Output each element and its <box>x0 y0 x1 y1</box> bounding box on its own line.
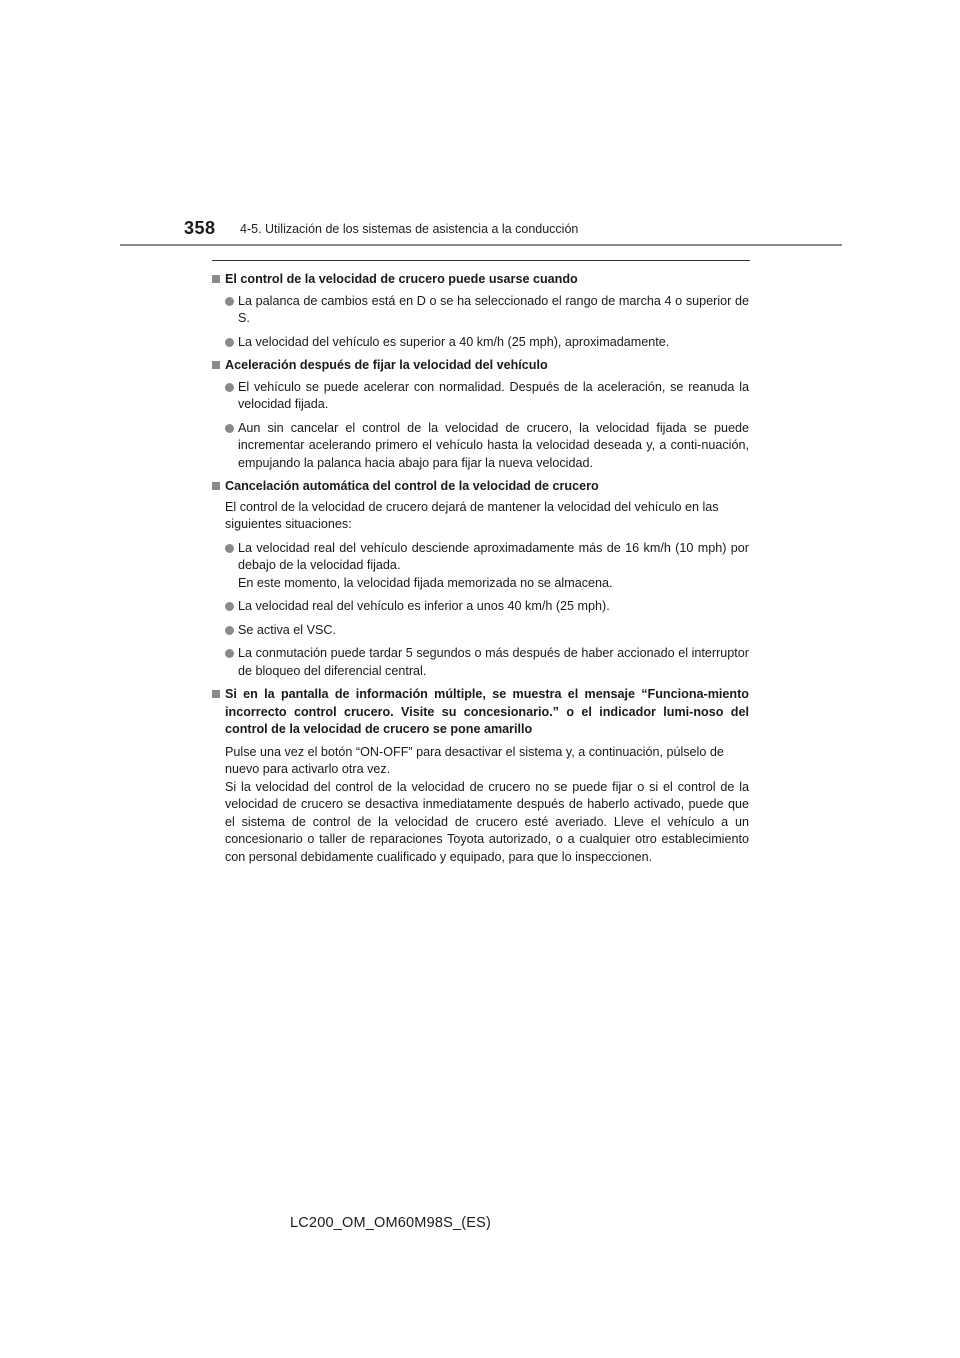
footer-code: LC200_OM_OM60M98S_(ES) <box>290 1215 492 1231</box>
list-item-text: La velocidad real del vehículo es inferior a unos 40 km/h (25 mph). <box>238 599 610 613</box>
header-title: 4-5. Utilización de los sistemas de asistencia a la conducción <box>240 222 579 236</box>
section-intro: El control de la velocidad de crucero dejará de mantener la velocidad del vehículo en las siguientes situaciones: <box>225 499 719 531</box>
paragraph: Si la velocidad del control de la velocidad de crucero no se puede fijar o si el control de la velocidad de crucero se desactiva inmediatamente después de haberlo activado, puede que el sistema de control de la velocidad de crucero esté averiado. Lleve el vehículo a un concesionario o taller de reparaciones Toyota autorizado, o a cualquier otro establecimiento con personal debidamente cualificado y equipado, para que lo inspeccionen. <box>225 779 749 864</box>
section-heading <box>211 478 749 496</box>
section-heading <box>211 686 749 739</box>
circle-bullet-icon <box>225 544 234 553</box>
section-heading-text: Si en la pantalla de información múltiple, se muestra el mensaje “Funciona-miento incorrecto control crucero. Visite su concesionario.” o el indicador lumi-noso del control de la velocidad de crucero se pone amarillo <box>225 687 749 736</box>
list-item-text: La velocidad real del vehículo desciende aproximadamente más de 16 km/h (10 mph) por debajo de la velocidad fijada. <box>238 540 749 572</box>
list-item-text: Se activa el VSC. <box>238 622 336 637</box>
list-item-text: La velocidad del vehículo es superior a 40 km/h (25 mph), aproximadamente. <box>238 334 670 349</box>
section-heading-text: Aceleración después de fijar la velocidad del vehículo <box>225 358 548 372</box>
list-item <box>211 622 749 640</box>
square-bullet-icon <box>212 361 220 369</box>
circle-bullet-icon <box>225 602 234 611</box>
circle-bullet-icon <box>225 338 234 347</box>
page-number: 358 <box>184 218 216 238</box>
list-item <box>211 420 749 473</box>
circle-bullet-icon <box>225 626 234 635</box>
list-item <box>211 598 749 616</box>
circle-bullet-icon <box>225 383 234 392</box>
square-bullet-icon <box>212 482 220 490</box>
list-item <box>211 540 749 593</box>
circle-bullet-icon <box>225 297 234 306</box>
content-rule <box>212 260 750 261</box>
list-item <box>211 334 749 352</box>
content-body <box>211 266 749 866</box>
square-bullet-icon <box>212 275 220 283</box>
list-item-text: La conmutación puede tardar 5 segundos o más después de haber accionado el interruptor de bloqueo del diferencial central. <box>238 646 749 678</box>
list-item-text: Aun sin cancelar el control de la velocidad de crucero, la velocidad fijada se puede incrementar acelerando primero el vehículo hasta la velocidad deseada y, a conti-nuación, empujando la palanca hacia abajo para fijar la nueva velocidad. <box>238 420 749 470</box>
circle-bullet-icon <box>225 424 234 433</box>
list-item-text: El vehículo se puede acelerar con normalidad. Después de la aceleración, se reanuda la velocidad fijada. <box>238 379 749 411</box>
section-heading-text: El control de la velocidad de crucero puede usarse cuando <box>225 272 578 286</box>
header-rule <box>120 244 842 246</box>
list-item <box>211 645 749 680</box>
section-heading <box>211 357 749 375</box>
list-item <box>211 379 749 414</box>
square-bullet-icon <box>212 690 220 698</box>
circle-bullet-icon <box>225 649 234 658</box>
section-heading <box>211 271 749 289</box>
paragraph: Pulse una vez el botón “ON-OFF” para desactivar el sistema y, a continuación, púlselo de nuevo para activarlo otra vez. <box>225 744 724 776</box>
section-heading-text: Cancelación automática del control de la velocidad de crucero <box>225 479 599 493</box>
list-item-note: En este momento, la velocidad fijada memorizada no se almacena. <box>238 575 613 590</box>
list-item-text: La palanca de cambios está en D o se ha seleccionado el rango de marcha 4 o superior de S. <box>238 293 749 325</box>
list-item <box>211 293 749 328</box>
